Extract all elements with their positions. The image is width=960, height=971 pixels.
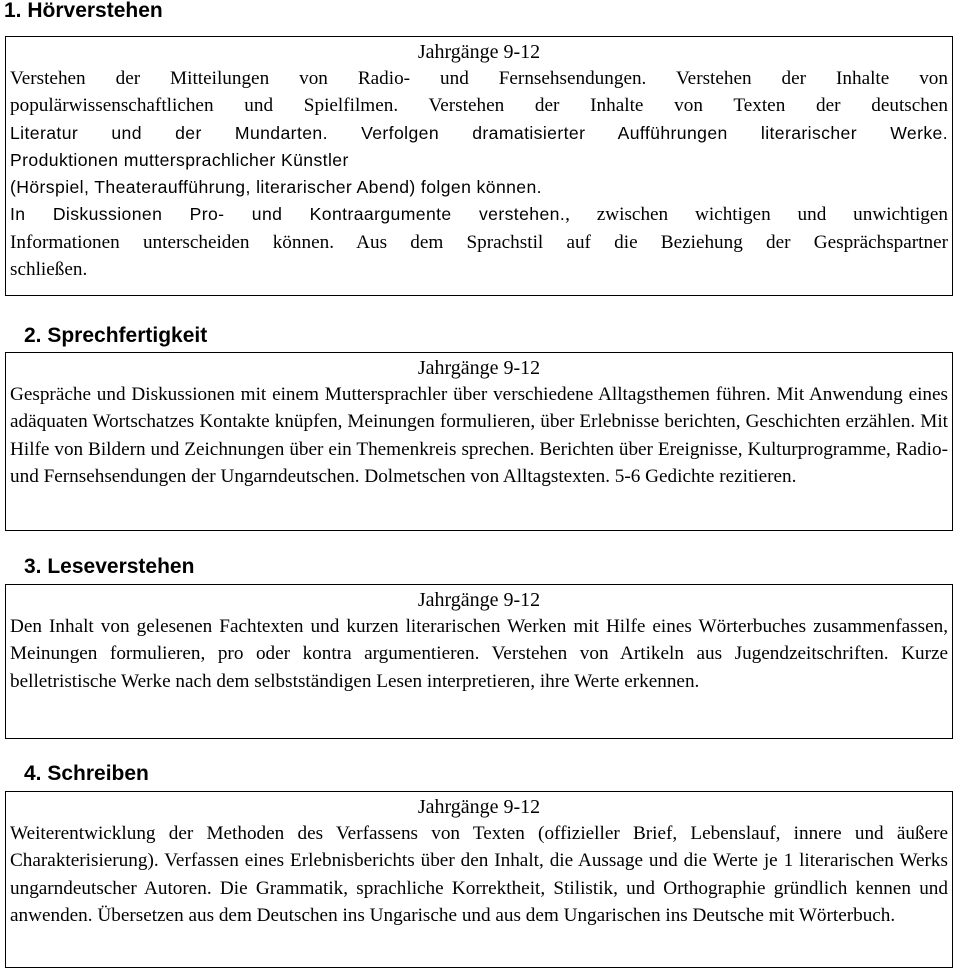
grade-range-label: Jahrgänge 9-12 — [417, 357, 541, 379]
text-line: (Hörspiel, Theateraufführung, literarischer Abend) folgen können. — [10, 177, 542, 198]
text-line: Verstehen der Mitteilungen von Radio- und Fernsehsendungen. Verstehen der Inhalte von — [10, 68, 948, 89]
section-heading-hoerverstehen: 1. Hörverstehen — [4, 0, 163, 22]
text-line: Informationen unterscheiden können. Aus dem Sprachstil auf die Beziehung der Gesprächspartner — [10, 231, 948, 253]
section-text-hoerverstehen — [10, 65, 948, 283]
section-heading-sprechfertigkeit: 2. Sprechfertigkeit — [24, 324, 208, 347]
text-line: schließen. — [10, 259, 88, 281]
section-text-leseverstehen: Den Inhalt von gelesenen Fachtexten und kurzen literarischen Werken mit Hilfe eines Wörterbuches zusammenfassen, Meinungen formulieren, pro oder kontra argumentieren. Verstehen von Artikeln aus Jugendzeitschriften. Kurze belletristische Werke nach dem selbstständigen Lesen interpretieren, ihre Werte erkennen. — [10, 616, 948, 692]
section-heading-schreiben: 4. Schreiben — [24, 762, 149, 785]
grade-range-label: Jahrgänge 9-12 — [417, 796, 541, 818]
text-segment: In Diskussionen Pro- und Kontraargumente verstehen. — [10, 204, 566, 225]
text-segment: , zwischen wichtigen und unwichtigen — [565, 204, 948, 226]
section-box-hoerverstehen — [5, 36, 953, 296]
grade-range-label: Jahrgänge 9-12 — [417, 589, 541, 611]
section-text-schreiben: Weiterentwicklung der Methoden des Verfassens von Texten (offizieller Brief, Lebenslauf, innere und äußere Charakterisierung). Verfassen eines Erlebnisberichts über den Inhalt, die Aussage und die Werte je 1 literarischen Werks ungarndeutscher Autoren. Die Grammatik, sprachliche Korrektheit, Stilistik, und Orthographie gründlich kennen und anwenden. Übersetzen aus dem Deutschen ins Ungarische und aus dem Ungarischen ins Deutsche mit Wörterbuch. — [10, 823, 948, 926]
text-line: Literatur und der Mundarten. Verfolgen dramatisierter Aufführungen literarischer Werke. — [10, 122, 948, 143]
section-box-leseverstehen — [5, 584, 953, 739]
text-line — [10, 201, 948, 228]
section-box-schreiben — [5, 791, 953, 968]
section-box-sprechfertigkeit — [5, 352, 953, 531]
text-line: Produktionen muttersprachlicher Künstler — [10, 149, 349, 170]
section-heading-leseverstehen: 3. Leseverstehen — [24, 555, 195, 578]
section-text-sprechfertigkeit: Gespräche und Diskussionen mit einem Muttersprachler über verschiedene Alltagsthemen führen. Mit Anwendung eines adäquaten Wortschatzes Kontakte knüpfen, Meinungen formulieren, über Erlebnisse berichten, Geschichten erzählen. Mit Hilfe von Bildern und Zeichnungen über ein Themenkreis sprechen. Berichten über Ereignisse, Kulturprogramme, Radio- und Fernsehsendungen der Ungarndeutschen. Dolmetschen von Alltagstexten. 5-6 Gedichte rezitieren. — [10, 384, 948, 487]
text-line: populärwissenschaftlichen und Spielfilmen. Verstehen der Inhalte von Texten der deutschen — [10, 95, 948, 117]
grade-range-label: Jahrgänge 9-12 — [417, 41, 541, 63]
